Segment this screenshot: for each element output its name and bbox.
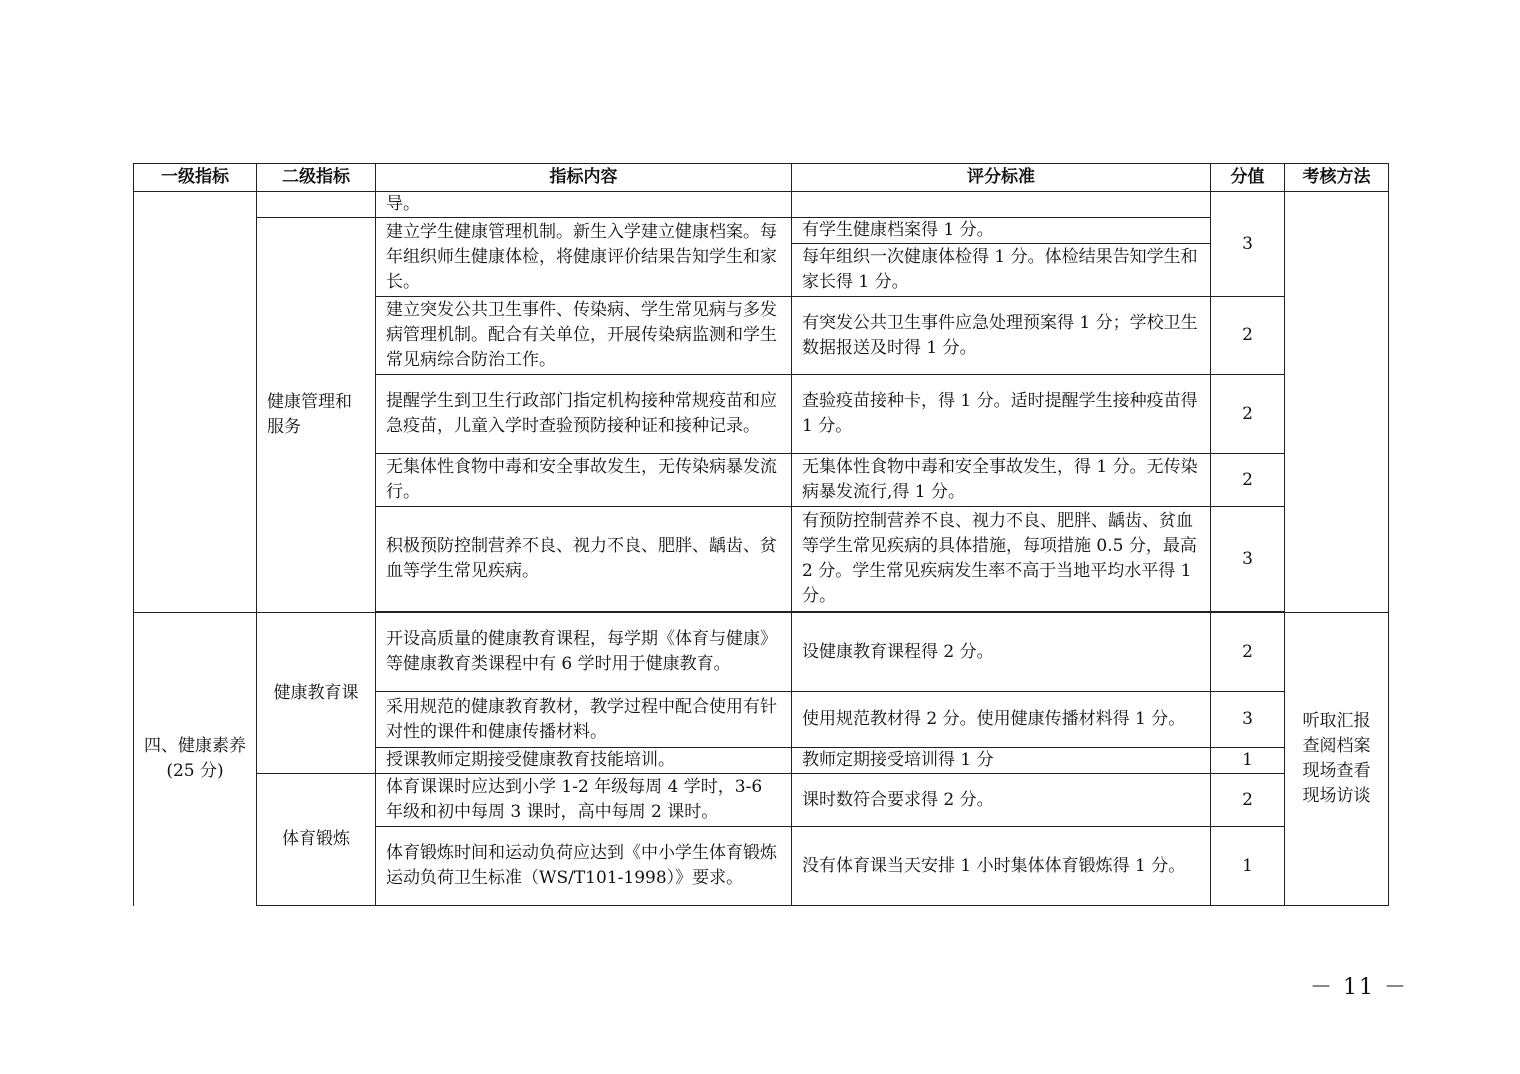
table-row xyxy=(134,218,1389,244)
content-cell: 建立突发公共卫生事件、传染病、学生常见病与多发病管理机制。配合有关单位，开展传染病监测和学生常见病综合防治工作。 xyxy=(376,297,792,375)
header-score: 分值 xyxy=(1211,164,1285,192)
content-cell: 开设高质量的健康教育课程，每学期《体育与健康》等健康教育类课程中有 6 学时用于健康教育。 xyxy=(376,613,792,692)
table-row xyxy=(134,192,1389,218)
score-cell: 3 xyxy=(1211,692,1285,748)
content-cell: 体育课课时应达到小学 1-2 年级每周 4 学时，3-6 年级和初中每周 3 课时，高中每周 2 课时。 xyxy=(376,774,792,827)
header-method: 考核方法 xyxy=(1285,164,1389,192)
criteria-cell: 无集体性食物中毒和安全事故发生，得 1 分。无传染病暴发流行,得 1 分。 xyxy=(792,454,1211,507)
table-row xyxy=(134,613,1389,692)
level1-name: 四、健康素养 xyxy=(144,736,246,757)
evaluation-table xyxy=(133,163,1389,906)
level2-cell-continued xyxy=(257,192,376,218)
criteria-cell xyxy=(792,192,1211,218)
level2-health-management: 健康管理和服务 xyxy=(257,218,376,613)
page-number: － 11 － xyxy=(1310,975,1408,1000)
method-line: 查阅档案 xyxy=(1302,736,1371,756)
criteria-cell: 课时数符合要求得 2 分。 xyxy=(792,774,1211,827)
content-cell: 无集体性食物中毒和安全事故发生，无传染病暴发流行。 xyxy=(376,454,792,507)
score-cell: 1 xyxy=(1211,748,1285,774)
criteria-cell: 设健康教育课程得 2 分。 xyxy=(792,613,1211,692)
criteria-cell: 有突发公共卫生事件应急处理预案得 1 分；学校卫生数据报送及时得 1 分。 xyxy=(792,297,1211,375)
criteria-cell: 使用规范教材得 2 分。使用健康传播材料得 1 分。 xyxy=(792,692,1211,748)
content-cell: 建立学生健康管理机制。新生入学建立健康档案。每年组织师生健康体检，将健康评价结果告知学生和家长。 xyxy=(376,218,792,297)
header-content: 指标内容 xyxy=(376,164,792,192)
level2-physical-exercise: 体育锻炼 xyxy=(257,774,376,906)
criteria-cell: 教师定期接受培训得 1 分 xyxy=(792,748,1211,774)
method-line: 现场访谈 xyxy=(1302,786,1371,806)
score-cell: 3 xyxy=(1211,192,1285,297)
content-cell: 体育锻炼时间和运动负荷应达到《中小学生体育锻炼运动负荷卫生标准（WS/T101-1998）》要求。 xyxy=(376,827,792,906)
level1-cell-continued xyxy=(134,192,257,613)
criteria-cell: 查验疫苗接种卡，得 1 分。适时提醒学生接种疫苗得 1 分。 xyxy=(792,375,1211,454)
score-cell: 2 xyxy=(1211,297,1285,375)
score-cell: 2 xyxy=(1211,454,1285,507)
score-cell: 1 xyxy=(1211,827,1285,906)
score-cell: 2 xyxy=(1211,375,1285,454)
level1-health-literacy xyxy=(134,613,257,906)
criteria-cell: 每年组织一次健康体检得 1 分。体检结果告知学生和家长得 1 分。 xyxy=(792,244,1211,297)
header-criteria: 评分标准 xyxy=(792,164,1211,192)
content-cell: 导。 xyxy=(376,192,792,218)
content-cell: 积极预防控制营养不良、视力不良、肥胖、龋齿、贫血等学生常见疾病。 xyxy=(376,507,792,612)
method-line: 现场查看 xyxy=(1302,761,1371,781)
criteria-cell: 没有体育课当天安排 1 小时集体体育锻炼得 1 分。 xyxy=(792,827,1211,906)
method-line: 听取汇报 xyxy=(1302,711,1371,731)
header-level2: 二级指标 xyxy=(257,164,376,192)
method-cell-continued xyxy=(1285,192,1389,613)
level1-points: (25 分) xyxy=(166,761,224,782)
criteria-cell: 有预防控制营养不良、视力不良、肥胖、龋齿、贫血等学生常见疾病的具体措施，每项措施 0.5 分，最高 2 分。学生常见疾病发生率不高于当地平均水平得 1 分。 xyxy=(792,507,1211,612)
level2-health-education: 健康教育课 xyxy=(257,613,376,774)
score-cell: 3 xyxy=(1211,507,1285,612)
content-cell: 提醒学生到卫生行政部门指定机构接种常规疫苗和应急疫苗，儿童入学时查验预防接种证和接种记录。 xyxy=(376,375,792,454)
header-row xyxy=(134,164,1389,192)
header-level1: 一级指标 xyxy=(134,164,257,192)
table-row xyxy=(134,774,1389,827)
content-cell: 授课教师定期接受健康教育技能培训。 xyxy=(376,748,792,774)
score-cell: 2 xyxy=(1211,613,1285,692)
content-cell: 采用规范的健康教育教材，教学过程中配合使用有针对性的课件和健康传播材料。 xyxy=(376,692,792,748)
score-cell: 2 xyxy=(1211,774,1285,827)
criteria-cell: 有学生健康档案得 1 分。 xyxy=(792,218,1211,244)
method-cell xyxy=(1285,613,1389,906)
